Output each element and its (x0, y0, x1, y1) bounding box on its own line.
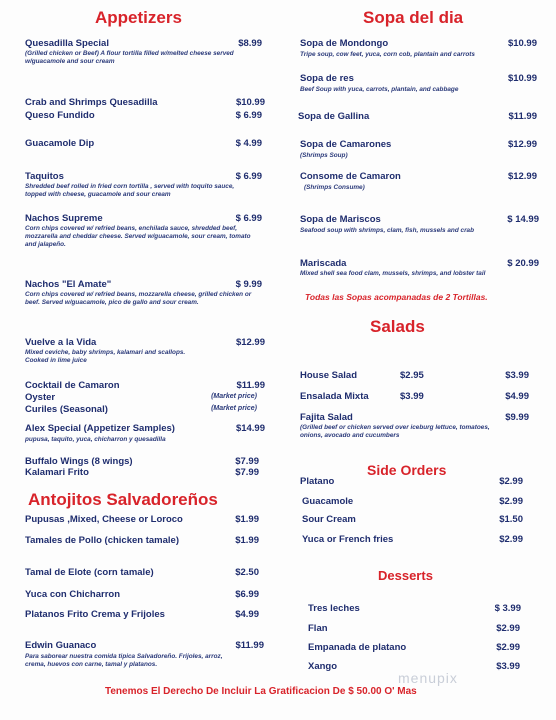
menu-item-price: $8.99 (238, 38, 262, 49)
sopa-heading: Sopa del dia (363, 8, 464, 27)
menu-item-price: $11.99 (508, 111, 537, 122)
menu-item-price: $1.99 (235, 514, 259, 525)
menu-item-name: Nachos Supreme (25, 213, 103, 224)
menu-item-name: Ensalada Mixta (300, 391, 369, 402)
footer-gratuity-note: Tenemos El Derecho De Incluir La Gratificacion De $ 50.00 O' Mas (105, 686, 417, 697)
menu-item-price: $2.50 (235, 567, 259, 578)
menu-item-name: Consome de Camaron (300, 171, 401, 182)
menu-item-name: Kalamari Frito (25, 467, 89, 478)
menu-item-name: Sopa de Camarones (300, 139, 392, 150)
menu-item-desc: Corn chips covered w/ refried beans, mozzarella cheese, grilled chicken or beef. Served w/guacamole, pico de gallo and sour cream. (25, 291, 252, 307)
menu-item-name: Alex Special (Appetizer Samples) (25, 423, 175, 434)
market-price: (Market price) (211, 393, 257, 400)
menu-item-name: Sopa de res (300, 73, 354, 84)
salads-heading: Salads (370, 317, 425, 336)
menu-item-name: Sour Cream (302, 514, 356, 525)
menu-item-desc: Beef Soup with yuca, carrots, plantain, and cabbage (300, 86, 459, 93)
menu-item-name: Xango (308, 661, 338, 672)
menu-item-name: Yuca con Chicharron (25, 589, 121, 600)
menu-item-price: $11.99 (235, 640, 264, 651)
menu-item-desc: (Shrimps Soup) (300, 152, 348, 159)
menu-item-name: Taquitos (25, 171, 64, 182)
side-orders-heading: Side Orders (367, 462, 447, 478)
menu-item-desc: Shredded beef rolled in fried corn tortilla , served with toquito sauce, topped with cheese, guacamole and sour cream (25, 183, 235, 199)
menu-item-price: $1.50 (499, 514, 523, 525)
sopa-tortilla-note: Todas las Sopas acompanadas de 2 Tortillas. (305, 292, 488, 302)
menu-item-name: Tamales de Pollo (chicken tamale) (25, 535, 179, 546)
menu-item-name: Flan (308, 623, 328, 634)
menu-item-desc: Mixed shell sea food clam, mussels, shrimps, and lobster tail (300, 270, 486, 277)
menu-item-price: $2.99 (496, 623, 520, 634)
menu-item-price: $7.99 (235, 467, 259, 478)
menu-item-name: Crab and Shrimps Quesadilla (25, 97, 158, 108)
watermark-text: menupix (398, 670, 458, 686)
menu-item-price: $ 14.99 (507, 214, 539, 225)
menu-item-price: $3.99 (496, 661, 520, 672)
menu-item-price: $2.99 (499, 476, 523, 487)
menu-item-price: $1.99 (235, 535, 259, 546)
market-price: (Market price) (211, 405, 257, 412)
menu-item-name: Edwin Guanaco (25, 640, 97, 651)
menu-item-price: $ 6.99 (235, 110, 262, 121)
menu-item-price: $12.99 (507, 171, 537, 182)
menu-item-price: $12.99 (235, 337, 265, 348)
menu-item-desc: pupusa, taquito, yuca, chicharron y quesadilla (25, 436, 166, 443)
antojitos-heading: Antojitos Salvadoreños (28, 490, 218, 509)
menu-item-name: Empanada de platano (308, 642, 407, 653)
large-price: $4.99 (505, 391, 529, 402)
large-price: $9.99 (505, 412, 529, 423)
menu-item-name: Fajita Salad (300, 412, 353, 423)
menu-item-desc: (Grilled chicken or Beef) A flour tortilla filled w/melted cheese served w/guacamole and sour cream (25, 50, 234, 66)
menu-item-desc: Mixed ceviche, baby shrimps, kalamari and scallops. Cooked in lime juice (25, 349, 186, 365)
menu-item-price: $ 20.99 (507, 258, 539, 269)
menu-item-price: $14.99 (235, 423, 265, 434)
menu-item-name: Oyster (25, 392, 56, 403)
menu-item-desc: Para saborear nuestra comida tipica Salvadoreño. Frijoles, arroz, crema, huevos con carne, tamal y platanos. (25, 653, 223, 669)
menu-item-name: Platanos Frito Crema y Frijoles (25, 609, 165, 620)
menu-item-name: Queso Fundido (25, 110, 95, 121)
small-price: $2.95 (400, 370, 424, 381)
menu-item-name: Pupusas ,Mixed, Cheese or Loroco (25, 514, 183, 525)
menu-item-price: $4.99 (235, 609, 259, 620)
menu-item-desc: Seafood soup with shrimps, clam, fish, mussels and crab (300, 227, 475, 234)
menu-item-name: Mariscada (300, 258, 347, 269)
menu-item-price: $6.99 (235, 589, 259, 600)
menu-item-price: $ 3.99 (494, 603, 521, 614)
menu-item-price: $2.99 (499, 496, 523, 507)
menu-item-price: $11.99 (236, 380, 265, 391)
menu-item-name: Platano (300, 476, 335, 487)
menu-item-price: $10.99 (507, 73, 537, 84)
menu-item-price: $10.99 (507, 38, 537, 49)
menu-item-name: Curiles (Seasonal) (25, 404, 108, 415)
menu-item-price: $ 6.99 (235, 213, 262, 224)
menu-item-price: $ 6.99 (235, 171, 262, 182)
menu-item-name: Buffalo Wings (8 wings) (25, 456, 133, 467)
menu-item-price: $ 4.99 (235, 138, 262, 149)
menu-item-name: Vuelve a la Vida (25, 337, 97, 348)
menu-item-name: Sopa de Gallina (298, 111, 370, 122)
menu-item-name: Tres leches (308, 603, 360, 614)
menu-item-desc: (Grilled beef or chicken served over iceburg lettuce, tomatoes, onions, avocado and cucumbers (300, 424, 490, 440)
menu-item-name: Sopa de Mariscos (300, 214, 381, 225)
menu-item-price: $10.99 (235, 97, 265, 108)
menu-item-desc: Corn chips covered w/ refried beans, enchilada sauce, shredded beef, mozzarella and cheddar cheese. Served w/guacamole, sour cream, tomato and jalapeño. (25, 225, 251, 249)
menu-item-price: $ 9.99 (235, 279, 262, 290)
desserts-heading: Desserts (378, 568, 433, 583)
menu-item-name: Guacamole Dip (25, 138, 95, 149)
menu-item-name: Cocktail de Camaron (25, 380, 120, 391)
menu-item-price: $2.99 (496, 642, 520, 653)
menu-item-name: Yuca or French fries (302, 534, 394, 545)
menu-item-desc: (Shrimps Consume) (304, 184, 365, 191)
menu-item-name: Quesadilla Special (25, 38, 109, 49)
menu-item-name: House Salad (300, 370, 358, 381)
menu-item-desc: Tripe soup, cow feet, yuca, corn cob, plantain and carrots (300, 51, 475, 58)
menu-item-price: $12.99 (507, 139, 537, 150)
large-price: $3.99 (505, 370, 529, 381)
menu-item-price: $7.99 (235, 456, 259, 467)
menu-item-name: Nachos "El Amate" (25, 279, 112, 290)
small-price: $3.99 (400, 391, 424, 402)
menu-item-name: Guacamole (302, 496, 354, 507)
menu-item-price: $2.99 (499, 534, 523, 545)
appetizers-heading: Appetizers (95, 8, 182, 27)
menu-item-name: Tamal de Elote (corn tamale) (25, 567, 154, 578)
menu-item-name: Sopa de Mondongo (300, 38, 389, 49)
